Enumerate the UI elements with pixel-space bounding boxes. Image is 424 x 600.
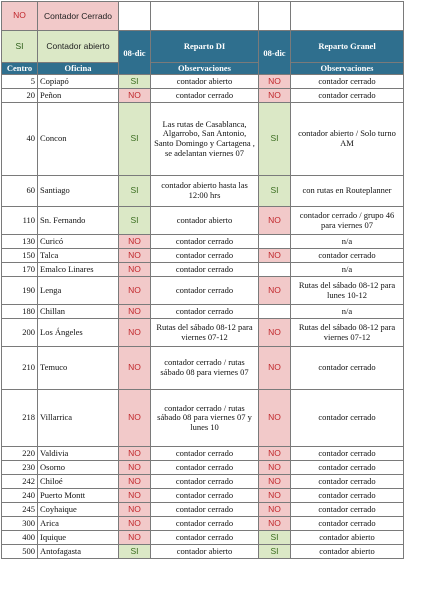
reparto-table xyxy=(1,1,404,559)
reparto-di-status: NO xyxy=(119,475,151,489)
observaciones-di-cell: Las rutas de Casablanca, Algarrobo, San Antonio, Santo Domingo y Cartagena , se adelantan viernes 07 xyxy=(151,103,259,176)
reparto-di-status: NO xyxy=(119,517,151,531)
table-row xyxy=(2,347,404,390)
table-row xyxy=(2,263,404,277)
reparto-di-status: SI xyxy=(119,176,151,207)
centro-cell: 300 xyxy=(2,517,38,531)
centro-cell: 220 xyxy=(2,447,38,461)
oficina-cell: Los Ángeles xyxy=(38,319,119,347)
observaciones-granel-cell: contador cerrado xyxy=(291,249,404,263)
oficina-cell: Coyhaique xyxy=(38,503,119,517)
legend-si-badge: SI xyxy=(2,31,38,63)
centro-cell: 240 xyxy=(2,489,38,503)
reparto-di-status: NO xyxy=(119,390,151,447)
centro-cell: 110 xyxy=(2,207,38,235)
observaciones-granel-cell: contador cerrado xyxy=(291,461,404,475)
observaciones-granel-cell: contador cerrado xyxy=(291,517,404,531)
centro-cell: 218 xyxy=(2,390,38,447)
oficina-cell: Sn. Fernando xyxy=(38,207,119,235)
table-row xyxy=(2,517,404,531)
centro-cell: 130 xyxy=(2,235,38,249)
table-row xyxy=(2,475,404,489)
reparto-granel-status: SI xyxy=(259,545,291,559)
observaciones-di-cell: contador abierto xyxy=(151,75,259,89)
centro-cell: 150 xyxy=(2,249,38,263)
observaciones-di-cell: Rutas del sábado 08-12 para viernes 07-12 xyxy=(151,319,259,347)
reparto-di-status: NO xyxy=(119,531,151,545)
reparto-di-status: NO xyxy=(119,277,151,305)
table-row xyxy=(2,390,404,447)
table-row xyxy=(2,461,404,475)
observaciones-di-cell: contador cerrado xyxy=(151,249,259,263)
oficina-cell: Lenga xyxy=(38,277,119,305)
oficina-cell: Chillan xyxy=(38,305,119,319)
table-row xyxy=(2,531,404,545)
legend-no-text: Contador Cerrado xyxy=(38,2,119,31)
oficina-cell: Peñon xyxy=(38,89,119,103)
observaciones-granel-cell: contador cerrado xyxy=(291,347,404,390)
reparto-di-status: NO xyxy=(119,503,151,517)
reparto-granel-status xyxy=(259,235,291,249)
empty-cell xyxy=(151,2,259,31)
oficina-cell: Valdivia xyxy=(38,447,119,461)
observaciones-di-cell: contador cerrado xyxy=(151,489,259,503)
reparto-granel-status: NO xyxy=(259,207,291,235)
table-row xyxy=(2,75,404,89)
reparto-di-status: SI xyxy=(119,75,151,89)
reparto-granel-status: NO xyxy=(259,489,291,503)
observaciones-di-cell: contador cerrado / rutas sábado 08 para viernes 07 xyxy=(151,347,259,390)
reparto-granel-status: NO xyxy=(259,517,291,531)
observaciones-di-cell: contador cerrado / rutas sábado 08 para viernes 07 y lunes 10 xyxy=(151,390,259,447)
observaciones-di-cell: contador cerrado xyxy=(151,89,259,103)
centro-cell: 245 xyxy=(2,503,38,517)
oficina-cell: Villarrica xyxy=(38,390,119,447)
reparto-granel-status: NO xyxy=(259,475,291,489)
observaciones-di-cell: contador cerrado xyxy=(151,503,259,517)
observaciones-granel-header: Observaciones xyxy=(291,63,404,75)
reparto-di-status: NO xyxy=(119,249,151,263)
observaciones-di-cell: contador cerrado xyxy=(151,263,259,277)
observaciones-di-cell: contador abierto xyxy=(151,207,259,235)
table-row xyxy=(2,447,404,461)
spreadsheet xyxy=(1,1,404,559)
table-row xyxy=(2,103,404,176)
table-row xyxy=(2,89,404,103)
observaciones-di-cell: contador cerrado xyxy=(151,475,259,489)
observaciones-di-cell: contador abierto xyxy=(151,545,259,559)
table-row xyxy=(2,235,404,249)
oficina-cell: Puerto Montt xyxy=(38,489,119,503)
observaciones-granel-cell: contador cerrado xyxy=(291,475,404,489)
reparto-di-status: NO xyxy=(119,89,151,103)
observaciones-granel-cell: con rutas en Routeplanner xyxy=(291,176,404,207)
observaciones-granel-cell: contador cerrado xyxy=(291,89,404,103)
reparto-granel-status: NO xyxy=(259,319,291,347)
oficina-cell: Antofagasta xyxy=(38,545,119,559)
reparto-di-status: SI xyxy=(119,207,151,235)
header-row xyxy=(2,31,404,63)
reparto-granel-status: NO xyxy=(259,503,291,517)
oficina-cell: Emalco Linares xyxy=(38,263,119,277)
oficina-cell: Copiapó xyxy=(38,75,119,89)
observaciones-granel-cell: contador cerrado / grupo 46 para viernes 07 xyxy=(291,207,404,235)
table-row xyxy=(2,207,404,235)
reparto-di-status: NO xyxy=(119,305,151,319)
reparto-granel-status: NO xyxy=(259,447,291,461)
observaciones-granel-cell: n/a xyxy=(291,263,404,277)
observaciones-di-cell: contador cerrado xyxy=(151,461,259,475)
observaciones-granel-cell: contador cerrado xyxy=(291,447,404,461)
centro-cell: 500 xyxy=(2,545,38,559)
table-row xyxy=(2,489,404,503)
centro-cell: 40 xyxy=(2,103,38,176)
table-row xyxy=(2,277,404,305)
table-row xyxy=(2,176,404,207)
reparto-granel-status xyxy=(259,263,291,277)
reparto-di-status: SI xyxy=(119,103,151,176)
oficina-cell: Osorno xyxy=(38,461,119,475)
legend-row-closed xyxy=(2,2,404,31)
legend-no-badge: NO xyxy=(2,2,38,31)
table-row xyxy=(2,249,404,263)
centro-header: Centro xyxy=(2,63,38,75)
oficina-cell: Iquique xyxy=(38,531,119,545)
date-header-di: 08-dic xyxy=(119,31,151,75)
centro-cell: 20 xyxy=(2,89,38,103)
centro-cell: 5 xyxy=(2,75,38,89)
centro-cell: 180 xyxy=(2,305,38,319)
observaciones-granel-cell: contador cerrado xyxy=(291,489,404,503)
reparto-granel-status: NO xyxy=(259,89,291,103)
observaciones-granel-cell: contador cerrado xyxy=(291,503,404,517)
centro-cell: 210 xyxy=(2,347,38,390)
reparto-granel-status: NO xyxy=(259,249,291,263)
observaciones-granel-cell: Rutas del sábado 08-12 para lunes 10-12 xyxy=(291,277,404,305)
centro-cell: 60 xyxy=(2,176,38,207)
centro-cell: 242 xyxy=(2,475,38,489)
legend-si-text: Contador abierto xyxy=(38,31,119,63)
empty-cell xyxy=(119,2,151,31)
observaciones-granel-cell: n/a xyxy=(291,305,404,319)
reparto-granel-status: NO xyxy=(259,347,291,390)
reparto-di-status: NO xyxy=(119,447,151,461)
observaciones-di-cell: contador cerrado xyxy=(151,517,259,531)
observaciones-granel-cell: contador abierto / Solo turno AM xyxy=(291,103,404,176)
reparto-granel-status: NO xyxy=(259,75,291,89)
observaciones-granel-cell: contador abierto xyxy=(291,545,404,559)
observaciones-granel-cell: contador cerrado xyxy=(291,390,404,447)
observaciones-granel-cell: contador abierto xyxy=(291,531,404,545)
table-row xyxy=(2,319,404,347)
reparto-granel-header: Reparto Granel xyxy=(291,31,404,63)
observaciones-granel-cell: n/a xyxy=(291,235,404,249)
reparto-di-status: SI xyxy=(119,545,151,559)
observaciones-di-cell: contador cerrado xyxy=(151,277,259,305)
oficina-cell: Talca xyxy=(38,249,119,263)
oficina-header: Oficina xyxy=(38,63,119,75)
reparto-granel-status: SI xyxy=(259,103,291,176)
empty-cell xyxy=(291,2,404,31)
oficina-cell: Santiago xyxy=(38,176,119,207)
centro-cell: 400 xyxy=(2,531,38,545)
reparto-granel-status: NO xyxy=(259,390,291,447)
oficina-cell: Curicó xyxy=(38,235,119,249)
centro-cell: 170 xyxy=(2,263,38,277)
observaciones-granel-cell: Rutas del sábado 08-12 para viernes 07-12 xyxy=(291,319,404,347)
oficina-cell: Temuco xyxy=(38,347,119,390)
table-row xyxy=(2,545,404,559)
oficina-cell: Concon xyxy=(38,103,119,176)
reparto-granel-status: NO xyxy=(259,461,291,475)
subheader-row xyxy=(2,63,404,75)
observaciones-di-cell: contador cerrado xyxy=(151,235,259,249)
observaciones-di-cell: contador cerrado xyxy=(151,305,259,319)
table-row xyxy=(2,305,404,319)
oficina-cell: Chiloé xyxy=(38,475,119,489)
reparto-di-status: NO xyxy=(119,347,151,390)
reparto-granel-status: NO xyxy=(259,277,291,305)
observaciones-di-cell: contador cerrado xyxy=(151,531,259,545)
reparto-di-status: NO xyxy=(119,319,151,347)
table-row xyxy=(2,503,404,517)
reparto-granel-status: SI xyxy=(259,176,291,207)
date-header-granel: 08-dic xyxy=(259,31,291,75)
reparto-di-status: NO xyxy=(119,461,151,475)
centro-cell: 230 xyxy=(2,461,38,475)
centro-cell: 190 xyxy=(2,277,38,305)
reparto-granel-status: SI xyxy=(259,531,291,545)
reparto-granel-status xyxy=(259,305,291,319)
observaciones-granel-cell: contador cerrado xyxy=(291,75,404,89)
observaciones-di-cell: contador abierto hasta las 12:00 hrs xyxy=(151,176,259,207)
observaciones-di-header: Observaciones xyxy=(151,63,259,75)
reparto-di-status: NO xyxy=(119,263,151,277)
centro-cell: 200 xyxy=(2,319,38,347)
observaciones-di-cell: contador cerrado xyxy=(151,447,259,461)
reparto-di-status: NO xyxy=(119,489,151,503)
empty-cell xyxy=(259,2,291,31)
reparto-di-header: Reparto DI xyxy=(151,31,259,63)
oficina-cell: Arica xyxy=(38,517,119,531)
reparto-di-status: NO xyxy=(119,235,151,249)
